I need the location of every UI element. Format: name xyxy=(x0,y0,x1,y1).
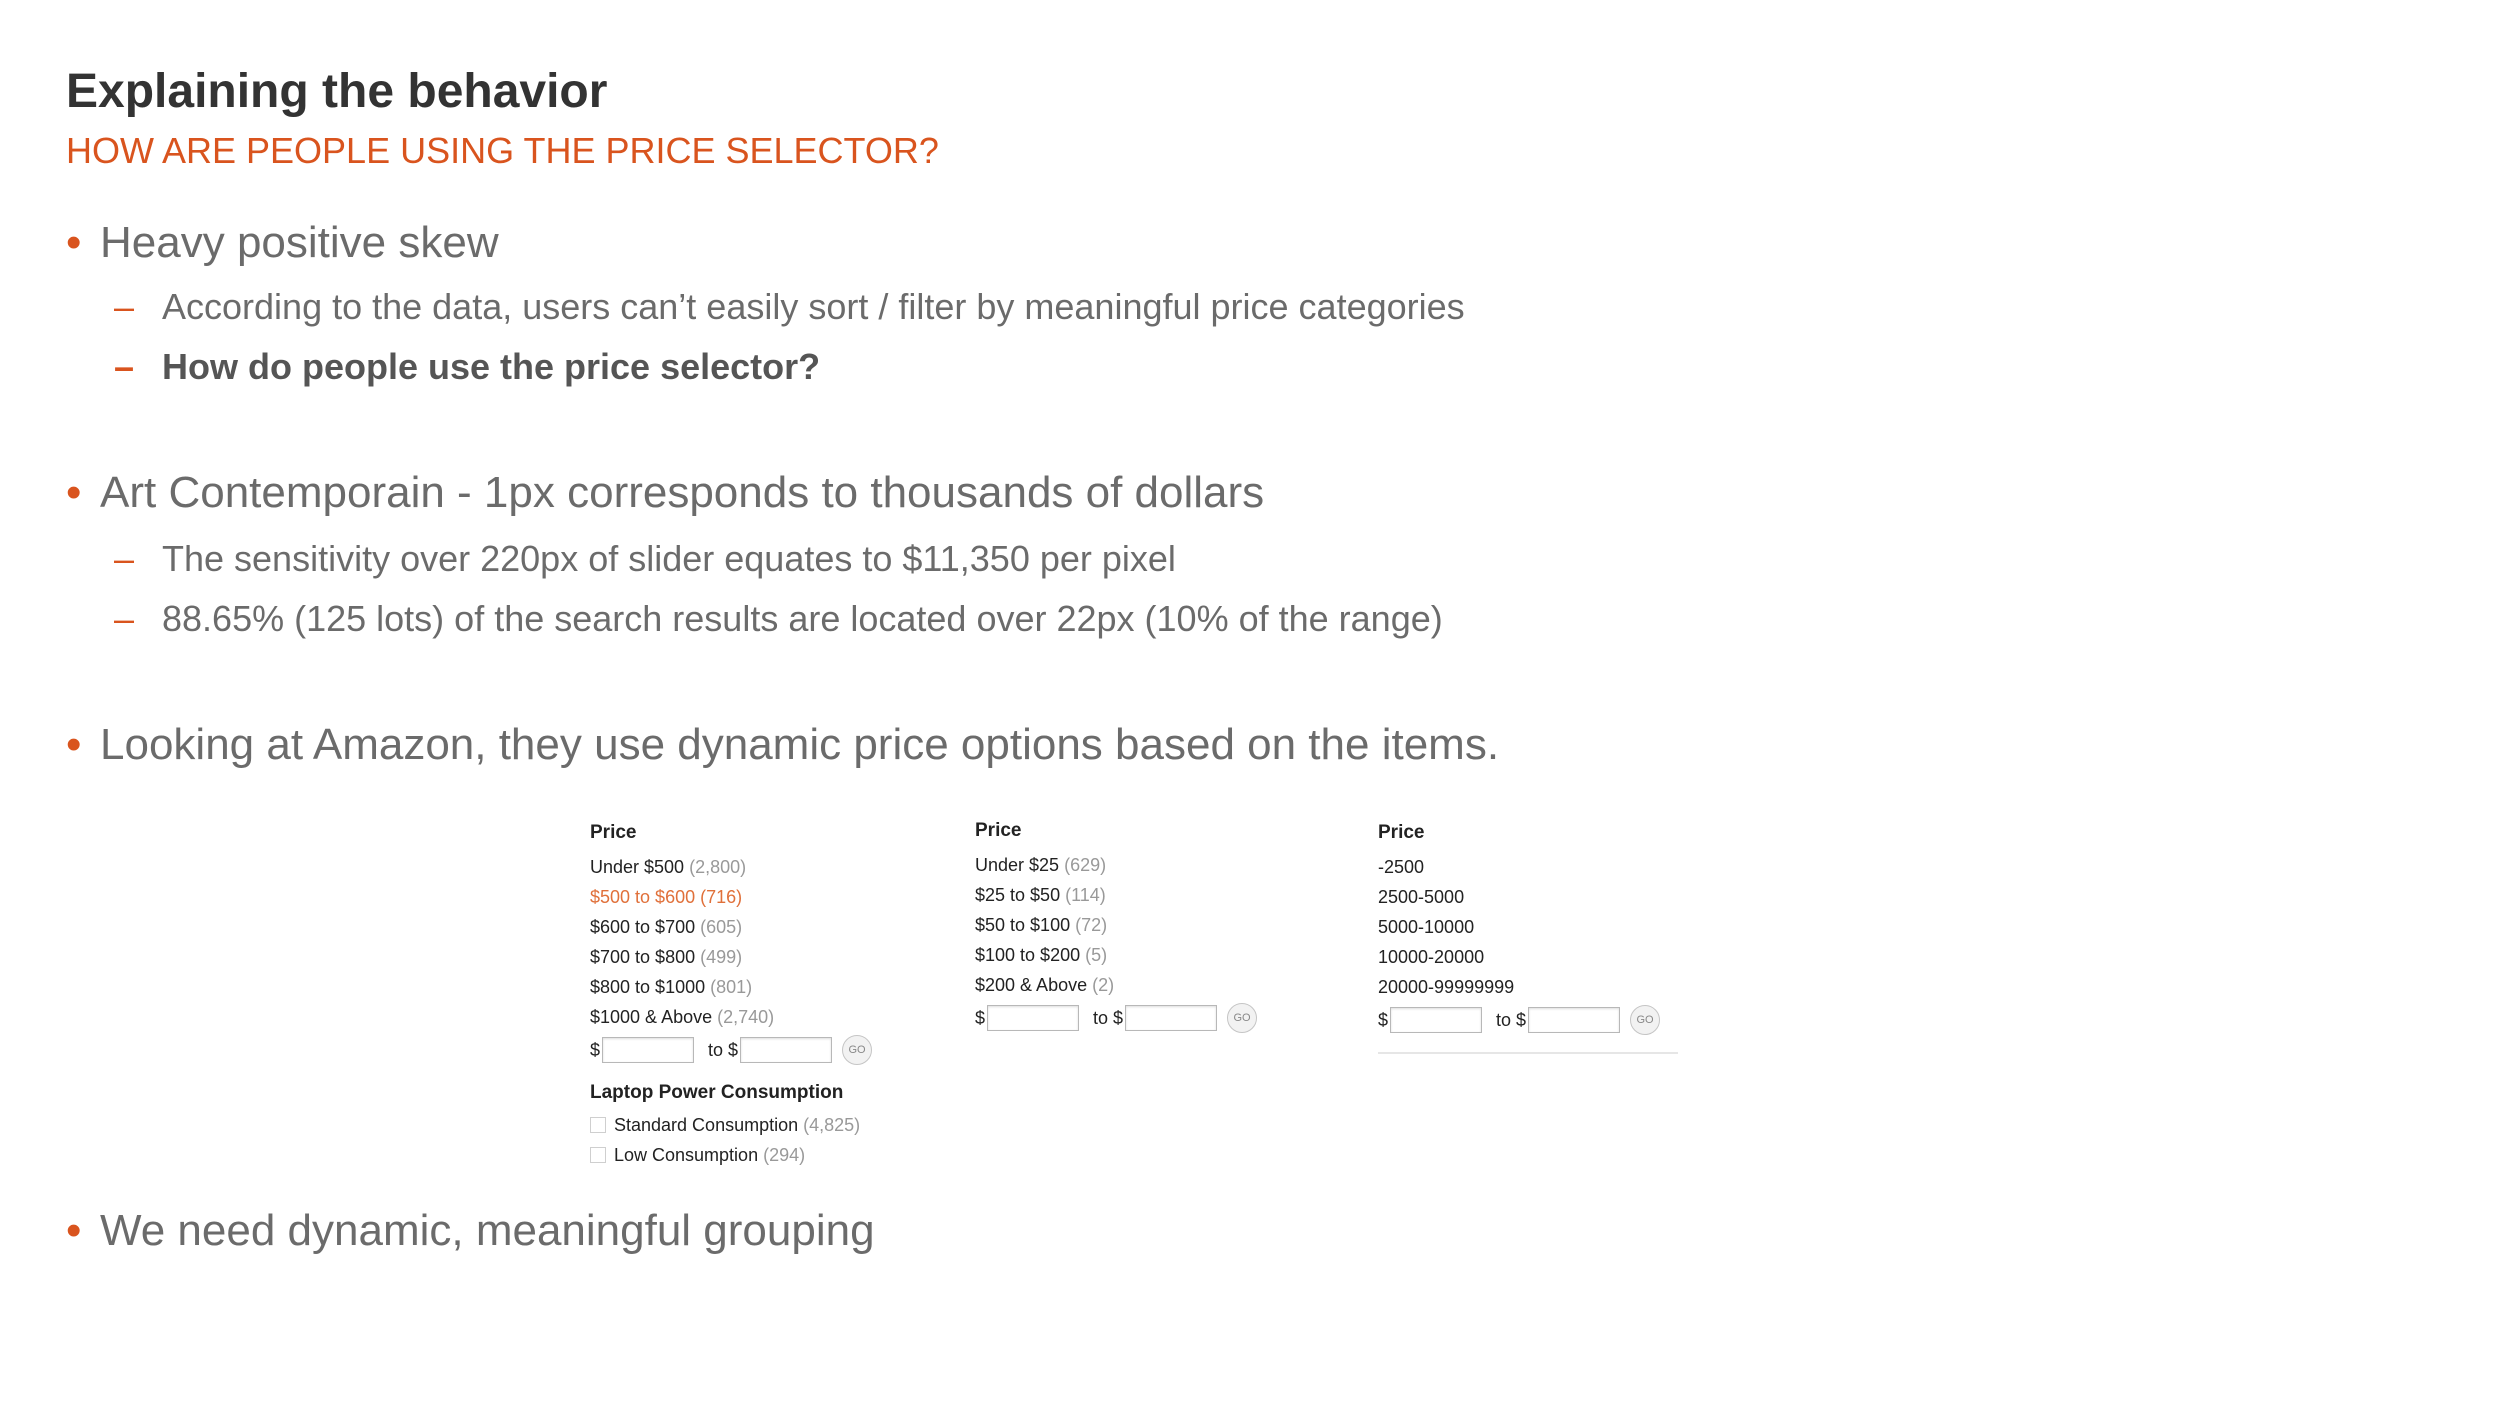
to-label: to $ xyxy=(1496,1009,1527,1030)
price-heading: Price xyxy=(1378,822,1425,843)
bullet-marker: • xyxy=(66,468,82,517)
price-option-selected[interactable]: $500 to $600 (716) xyxy=(590,887,743,907)
price-option[interactable]: Under $25 (629) xyxy=(975,855,1107,875)
min-price-input[interactable] xyxy=(602,1037,694,1063)
go-button[interactable]: GO xyxy=(1227,1003,1257,1033)
bullet-text: Heavy positive skew xyxy=(100,218,499,267)
price-option[interactable]: 10000-20000 xyxy=(1378,947,1485,967)
power-option[interactable]: Low Consumption (294) xyxy=(590,1140,872,1170)
slide-title: Explaining the behavior xyxy=(66,65,608,118)
price-option[interactable]: $100 to $200 (5) xyxy=(975,945,1108,965)
price-filter-panel-1 xyxy=(590,822,872,1170)
power-option[interactable]: Standard Consumption (4,825) xyxy=(590,1110,872,1140)
to-label: to $ xyxy=(1093,1007,1124,1028)
price-filter-panel-3 xyxy=(1378,822,1678,1054)
power-heading: Laptop Power Consumption xyxy=(590,1082,844,1103)
price-option[interactable]: $1000 & Above (2,740) xyxy=(590,1007,775,1027)
price-option[interactable]: $600 to $700 (605) xyxy=(590,917,743,937)
price-option[interactable]: Under $500 (2,800) xyxy=(590,857,747,877)
price-range xyxy=(1378,1002,1678,1038)
bullet-marker: • xyxy=(66,720,82,769)
sub-bullet xyxy=(114,286,1465,328)
sub-bullet xyxy=(114,538,1176,580)
currency-label: $ xyxy=(1378,1009,1389,1030)
slide-subtitle: HOW ARE PEOPLE USING THE PRICE SELECTOR? xyxy=(66,130,939,171)
price-option[interactable]: 2500-5000 xyxy=(1378,887,1465,907)
price-heading: Price xyxy=(590,822,637,843)
min-price-input[interactable] xyxy=(1390,1007,1482,1033)
sub-bullet-text: How do people use the price selector? xyxy=(162,346,821,387)
bullet-text: Art Contemporain - 1px corresponds to thousands of dollars xyxy=(100,468,1265,517)
price-filter-panel-2 xyxy=(975,820,1257,1036)
price-option[interactable]: $50 to $100 (72) xyxy=(975,915,1108,935)
sub-bullet-text: 88.65% (125 lots) of the search results are located over 22px (10% of the range) xyxy=(162,598,1443,639)
price-option[interactable]: $200 & Above (2) xyxy=(975,975,1115,995)
divider xyxy=(1378,1052,1678,1054)
go-button[interactable]: GO xyxy=(1630,1005,1660,1035)
bullet-marker: • xyxy=(66,218,82,267)
price-option[interactable]: $25 to $50 (114) xyxy=(975,885,1106,905)
bullet-text: We need dynamic, meaningful grouping xyxy=(100,1206,875,1255)
currency-label: $ xyxy=(590,1039,601,1060)
sub-marker: – xyxy=(114,286,135,327)
sub-marker: – xyxy=(114,598,135,639)
price-option[interactable]: 20000-99999999 xyxy=(1378,977,1515,997)
sub-marker: – xyxy=(114,346,135,387)
currency-label: $ xyxy=(975,1007,986,1028)
sub-bullet-text: The sensitivity over 220px of slider equates to $11,350 per pixel xyxy=(162,538,1176,579)
max-price-input[interactable] xyxy=(1125,1005,1217,1031)
bullet-heavy-skew xyxy=(66,218,499,268)
go-button[interactable]: GO xyxy=(842,1035,872,1065)
bullet-amazon xyxy=(66,720,1499,770)
max-price-input[interactable] xyxy=(740,1037,832,1063)
checkbox[interactable] xyxy=(590,1117,606,1133)
max-price-input[interactable] xyxy=(1528,1007,1620,1033)
bullet-grouping xyxy=(66,1206,875,1256)
sub-bullet xyxy=(114,346,820,388)
price-range xyxy=(590,1032,872,1068)
to-label: to $ xyxy=(708,1039,739,1060)
price-heading: Price xyxy=(975,820,1022,841)
min-price-input[interactable] xyxy=(987,1005,1079,1031)
price-range xyxy=(975,1000,1257,1036)
price-option[interactable]: $800 to $1000 (801) xyxy=(590,977,753,997)
bullet-text: Looking at Amazon, they use dynamic price options based on the items. xyxy=(100,720,1500,769)
bullet-marker: • xyxy=(66,1206,82,1255)
checkbox[interactable] xyxy=(590,1147,606,1163)
price-option[interactable]: -2500 xyxy=(1378,857,1425,877)
sub-bullet-text: According to the data, users can’t easily sort / filter by meaningful price categories xyxy=(162,286,1465,327)
price-option[interactable]: 5000-10000 xyxy=(1378,917,1475,937)
sub-marker: – xyxy=(114,538,135,579)
sub-bullet xyxy=(114,598,1443,640)
bullet-art-contemporain xyxy=(66,468,1264,518)
price-option[interactable]: $700 to $800 (499) xyxy=(590,947,743,967)
